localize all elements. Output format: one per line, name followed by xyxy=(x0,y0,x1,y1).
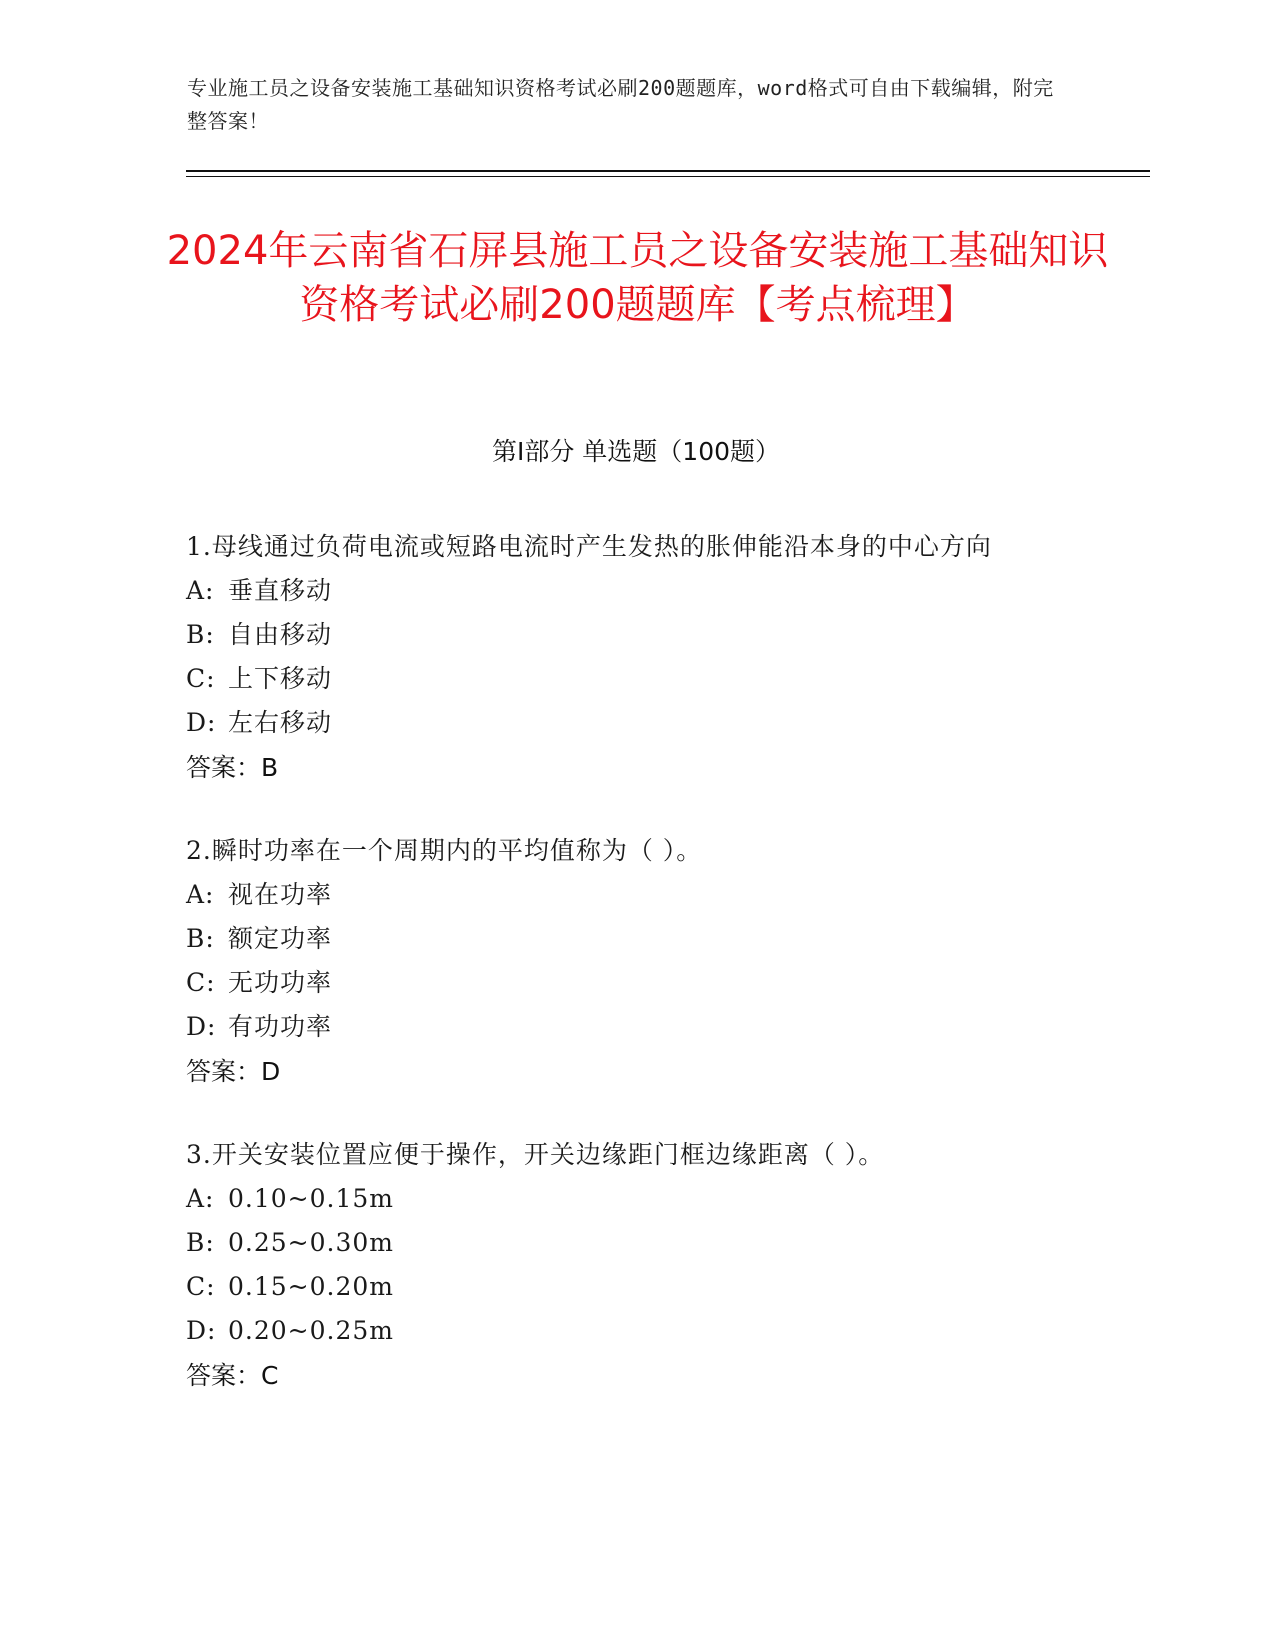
option-text: 左右移动 xyxy=(228,708,333,737)
option-text: 0.15~0.20m xyxy=(228,1272,394,1301)
option-d xyxy=(186,701,1066,745)
option-letter: C: xyxy=(186,1272,216,1301)
question-3 xyxy=(186,1133,1066,1399)
option-c xyxy=(186,961,1066,1005)
option-b xyxy=(186,917,1066,961)
option-text: 无功功率 xyxy=(228,968,333,997)
option-letter: A: xyxy=(186,1184,215,1213)
question-stem: 1.母线通过负荷电流或短路电流时产生发热的胀伸能沿本身的中心方向 xyxy=(186,532,992,561)
section-heading: 第I部分 单选题（100题） xyxy=(491,437,781,466)
option-letter: B: xyxy=(186,620,215,649)
option-text: 视在功率 xyxy=(228,880,333,909)
option-text: 额定功率 xyxy=(228,924,333,953)
question-stem: 3.开关安装位置应便于操作，开关边缘距门框边缘距离（ ）。 xyxy=(186,1140,885,1169)
option-text: 0.25~0.30m xyxy=(228,1228,394,1257)
option-letter: B: xyxy=(186,924,215,953)
question-2 xyxy=(186,829,1066,1095)
question-1 xyxy=(186,525,1066,791)
option-b xyxy=(186,1221,1066,1265)
option-letter: C: xyxy=(186,968,216,997)
option-b xyxy=(186,613,1066,657)
header-divider-top xyxy=(186,170,1150,172)
header-divider-bottom xyxy=(186,176,1150,177)
option-a xyxy=(186,873,1066,917)
question-list xyxy=(186,525,1066,1437)
option-c xyxy=(186,657,1066,701)
option-letter: D: xyxy=(186,708,217,737)
option-c xyxy=(186,1265,1066,1309)
option-a xyxy=(186,1177,1066,1221)
option-text: 垂直移动 xyxy=(228,576,333,605)
option-text: 有功功率 xyxy=(228,1012,333,1041)
option-text: 自由移动 xyxy=(228,620,333,649)
answer-label: 答案：D xyxy=(186,1057,281,1086)
option-d xyxy=(186,1005,1066,1049)
answer-label: 答案：B xyxy=(186,753,279,782)
question-stem: 2.瞬时功率在一个周期内的平均值称为（ ）。 xyxy=(186,836,703,865)
option-text: 上下移动 xyxy=(228,664,333,693)
option-letter: A: xyxy=(186,576,215,605)
option-letter: A: xyxy=(186,880,215,909)
option-letter: C: xyxy=(186,664,216,693)
document-title: 2024年云南省石屏县施工员之设备安装施工基础知识资格考试必刷200题题库【考点梳理】 xyxy=(166,228,1109,328)
option-text: 0.10~0.15m xyxy=(228,1184,394,1213)
option-letter: D: xyxy=(186,1316,217,1345)
option-letter: B: xyxy=(186,1228,215,1257)
option-a xyxy=(186,569,1066,613)
option-letter: D: xyxy=(186,1012,217,1041)
option-text: 0.20~0.25m xyxy=(228,1316,394,1345)
header-note: 专业施工员之设备安装施工基础知识资格考试必刷200题题库，word格式可自由下载编辑，附完整答案！ xyxy=(187,76,1054,133)
option-d xyxy=(186,1309,1066,1353)
answer-label: 答案：C xyxy=(186,1361,279,1390)
